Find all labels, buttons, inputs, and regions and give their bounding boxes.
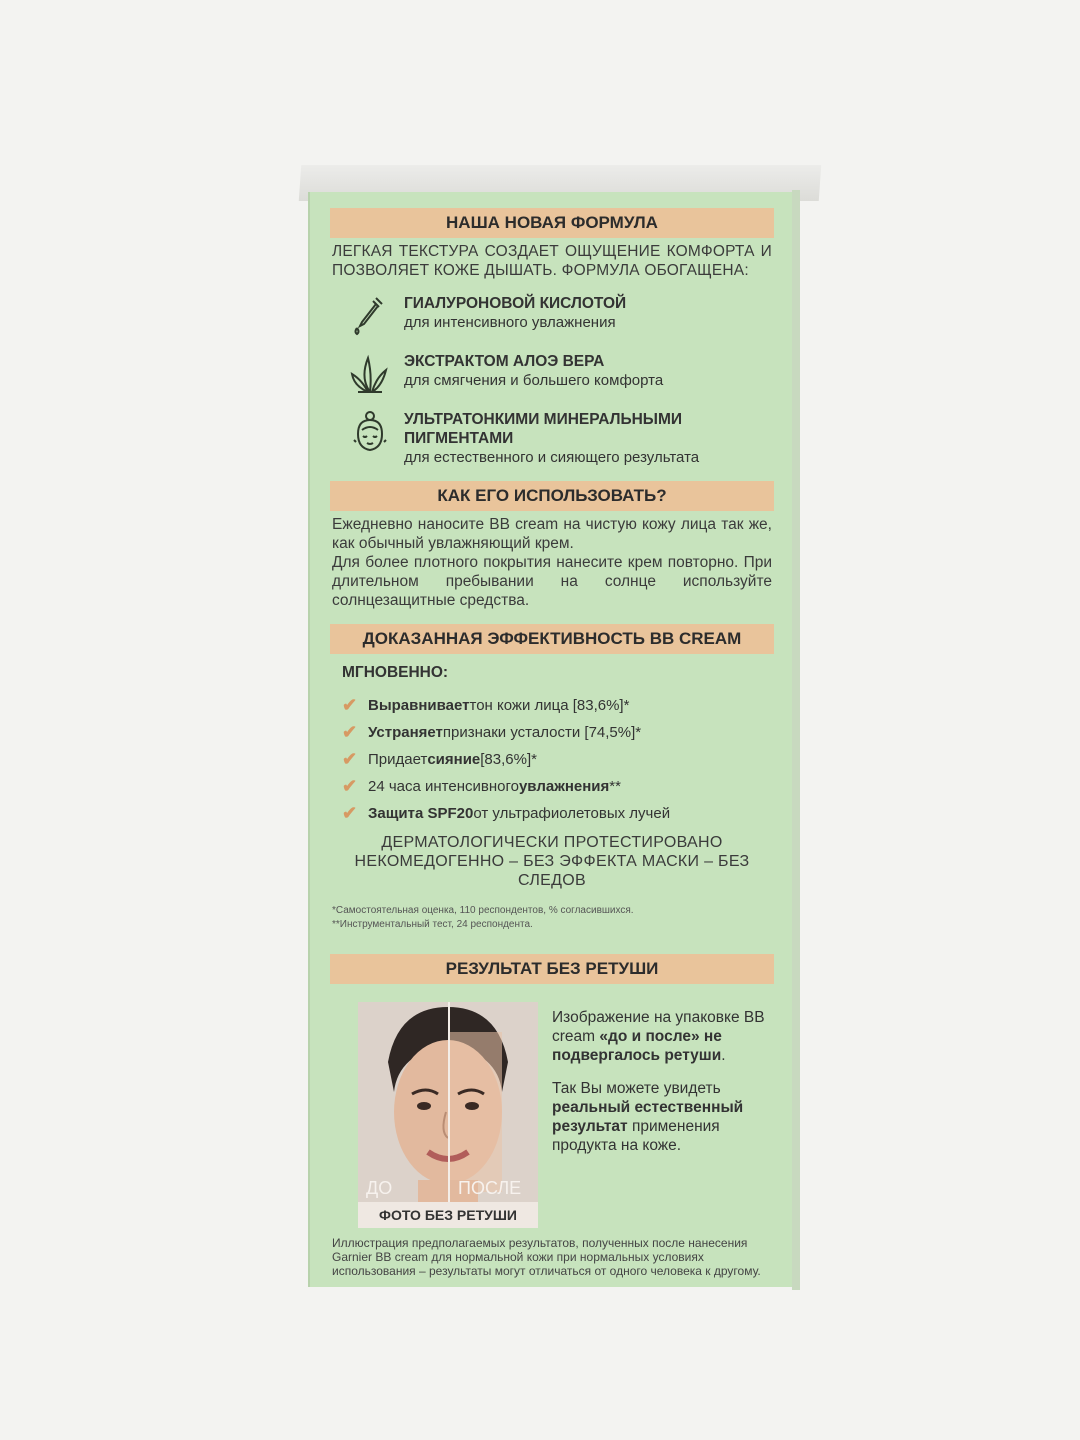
box-content <box>332 208 772 1278</box>
ingredient-pigments <box>332 410 772 467</box>
list-item <box>342 773 772 800</box>
illustration-disclaimer: Иллюстрация предполагаемых результатов, полученных после нанесения Garnier BB cream для нормальной кожи при нормальных условиях использования – результаты могут отличаться от одного человека к другому. <box>332 1236 761 1278</box>
ingredient-desc: для интенсивного увлажнения <box>404 314 616 331</box>
section-title-usage: КАК ЕГО ИСПОЛЬЗОВАТЬ? <box>330 481 774 511</box>
box-side-edge <box>792 190 800 1290</box>
after-label: ПОСЛЕ <box>458 1178 522 1198</box>
ingredient-title: ЭКСТРАКТОМ АЛОЭ ВЕРА <box>404 353 605 370</box>
ingredient-title: ГИАЛУРОНОВОЙ КИСЛОТОЙ <box>404 295 627 312</box>
item-text: признаки усталости [74,5%]* <box>442 724 642 741</box>
check-icon: ✔ <box>342 749 358 769</box>
efficacy-list <box>332 692 772 827</box>
item-text: от ультрафиолетовых лучей <box>473 805 671 822</box>
list-item <box>342 692 772 719</box>
result-paragraph-2 <box>552 1079 774 1155</box>
item-text: [83,6%]* <box>480 751 537 768</box>
ingredient-hyaluronic <box>332 294 772 338</box>
dermo-tested: ДЕРМАТОЛОГИЧЕСКИ ПРОТЕСТИРОВАНО НЕКОМЕДОГЕННО – БЕЗ ЭФФЕКТА МАСКИ – БЕЗ СЛЕДОВ <box>354 834 750 889</box>
section-title-result: РЕЗУЛЬТАТ БЕЗ РЕТУШИ <box>330 954 774 984</box>
check-icon: ✔ <box>342 776 358 796</box>
formula-intro: ЛЕГКАЯ ТЕКСТУРА СОЗДАЕТ ОЩУЩЕНИЕ КОМФОРТА И ПОЗВОЛЯЕТ КОЖЕ ДЫШАТЬ. ФОРМУЛА ОБОГАЩЕНА: <box>332 243 772 279</box>
text: Изображение на упаковке BB cream <box>552 1009 765 1045</box>
footnote-1: *Самостоятельная оценка, 110 респондентов, % согласившихся. <box>332 905 634 916</box>
text: Так Вы можете увидеть <box>552 1080 721 1097</box>
photo-caption: ФОТО БЕЗ РЕТУШИ <box>358 1202 538 1228</box>
ingredient-desc: для смягчения и большего комфорта <box>404 372 664 389</box>
result-block <box>332 992 772 1222</box>
footnote-2: **Инструментальный тест, 24 респондента. <box>332 919 533 930</box>
section-title-formula: НАША НОВАЯ ФОРМУЛА <box>330 208 774 238</box>
usage-text-2: Для более плотного покрытия нанесите крем повторно. При длительном пребывании на солнце используйте солнцезащитные средства. <box>332 554 772 609</box>
usage-text-1: Ежедневно наносите BB cream на чистую кожу лица так же, как обычный увлажняющий крем. <box>332 516 772 552</box>
check-icon: ✔ <box>342 803 358 823</box>
item-bold: сияние <box>427 751 481 768</box>
ingredient-title: УЛЬТРАТОНКИМИ МИНЕРАЛЬНЫМИ ПИГМЕНТАМИ <box>404 411 683 447</box>
result-description <box>552 1008 774 1155</box>
before-label: ДО <box>366 1178 393 1198</box>
before-after-photo <box>358 1002 538 1202</box>
ingredient-desc: для естественного и сияющего результата <box>404 449 700 466</box>
text-bold: «до и после» не подвергалось ретуши <box>552 1028 722 1064</box>
text: . <box>721 1047 726 1064</box>
face-icon <box>346 410 394 454</box>
efficacy-subtitle: МГНОВЕННО: <box>342 664 449 681</box>
check-icon: ✔ <box>342 722 358 742</box>
item-bold: увлажнения <box>518 778 610 795</box>
text: применения продукта на коже. <box>552 1118 720 1154</box>
item-bold: Защита SPF20 <box>368 805 474 822</box>
footnotes <box>332 904 772 932</box>
item-text: ** <box>609 778 621 795</box>
item-bold: Устраняет <box>368 724 443 741</box>
aloe-icon <box>346 352 394 396</box>
dropper-icon <box>346 294 394 338</box>
item-text: тон кожи лица [83,6%]* <box>469 697 630 714</box>
result-paragraph-1 <box>552 1008 774 1065</box>
text-bold: реальный естественный результат <box>552 1099 744 1135</box>
list-item <box>342 800 772 827</box>
before-after-divider <box>448 1002 450 1202</box>
item-text: Придает <box>368 751 428 768</box>
check-icon: ✔ <box>342 695 358 715</box>
ingredient-aloe <box>332 352 772 396</box>
item-bold: Выравнивает <box>368 697 470 714</box>
list-item <box>342 719 772 746</box>
list-item <box>342 746 772 773</box>
section-title-efficacy: ДОКАЗАННАЯ ЭФФЕКТИВНОСТЬ BB CREAM <box>330 624 774 654</box>
item-text: 24 часа интенсивного <box>368 778 519 795</box>
